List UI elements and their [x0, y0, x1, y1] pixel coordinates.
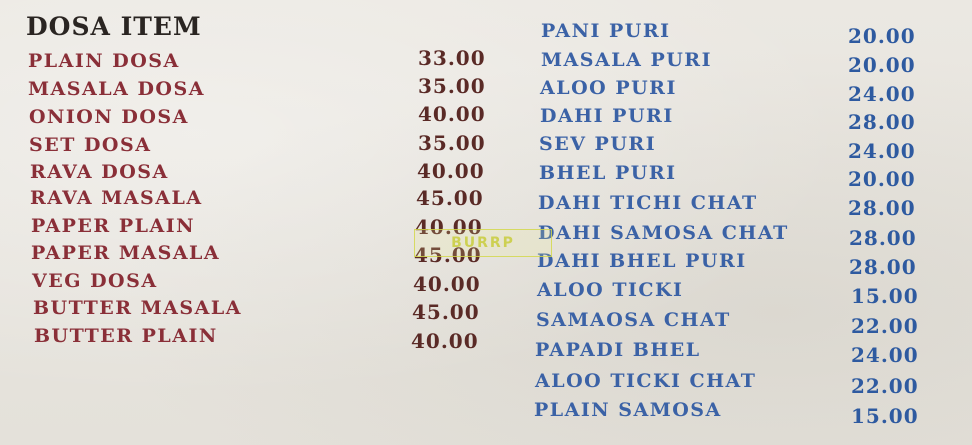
item-price: 20.00: [848, 53, 916, 77]
item-name: ALOO PURI: [540, 77, 677, 99]
item-price: 28.00: [848, 196, 916, 220]
item-name: DAHI PURI: [540, 105, 674, 127]
item-price: 45.00: [416, 186, 484, 210]
item-price: 40.00: [413, 272, 481, 296]
item-price: 40.00: [418, 102, 486, 126]
item-price: 22.00: [851, 314, 919, 338]
watermark-logo: BURRP: [414, 229, 552, 257]
item-price: 35.00: [418, 74, 486, 98]
item-price: 15.00: [851, 404, 919, 428]
item-name: SEV PURI: [539, 133, 657, 155]
item-name: PANI PURI: [541, 20, 671, 42]
item-name: PLAIN SAMOSA: [534, 399, 722, 421]
item-name: PLAIN DOSA: [28, 50, 180, 72]
item-price: 24.00: [848, 139, 916, 163]
item-name: PAPADI BHEL: [535, 339, 701, 361]
item-price: 35.00: [418, 131, 486, 155]
item-name: DAHI SAMOSA CHAT: [538, 222, 789, 244]
item-price: 28.00: [849, 255, 917, 279]
item-name: BUTTER PLAIN: [34, 325, 218, 347]
item-price: 45.00: [412, 300, 480, 324]
item-name: ALOO TICKI CHAT: [535, 370, 757, 392]
menu-section-heading: DOSA ITEM: [26, 12, 202, 41]
item-name: ALOO TICKI: [537, 279, 684, 301]
item-price: 20.00: [848, 167, 916, 191]
item-name: SAMAOSA CHAT: [536, 309, 731, 331]
item-name: PAPER PLAIN: [31, 215, 195, 237]
item-price: 40.00: [411, 329, 479, 353]
item-name: DAHI TICHI CHAT: [538, 192, 758, 214]
item-price: 28.00: [849, 226, 917, 250]
item-price: 24.00: [848, 82, 916, 106]
item-name: DAHI BHEL PURI: [537, 250, 747, 272]
item-name: PAPER MASALA: [31, 242, 221, 264]
item-price: 22.00: [851, 374, 919, 398]
item-name: BUTTER MASALA: [33, 297, 242, 319]
item-name: BHEL PURI: [539, 162, 677, 184]
item-price: 15.00: [851, 284, 919, 308]
item-name: MASALA PURI: [541, 49, 712, 71]
item-price: 45.00: [414, 243, 482, 267]
item-price: 28.00: [848, 110, 916, 134]
item-name: RAVA DOSA: [30, 161, 169, 183]
item-name: ONION DOSA: [29, 106, 189, 128]
item-price: 24.00: [851, 343, 919, 367]
item-name: VEG DOSA: [32, 270, 158, 292]
item-price: 40.00: [415, 215, 483, 239]
item-name: SET DOSA: [29, 134, 152, 156]
item-name: RAVA MASALA: [30, 187, 203, 209]
item-price: 33.00: [418, 46, 486, 70]
item-name: MASALA DOSA: [28, 78, 205, 100]
item-price: 40.00: [417, 159, 485, 183]
item-price: 20.00: [848, 24, 916, 48]
